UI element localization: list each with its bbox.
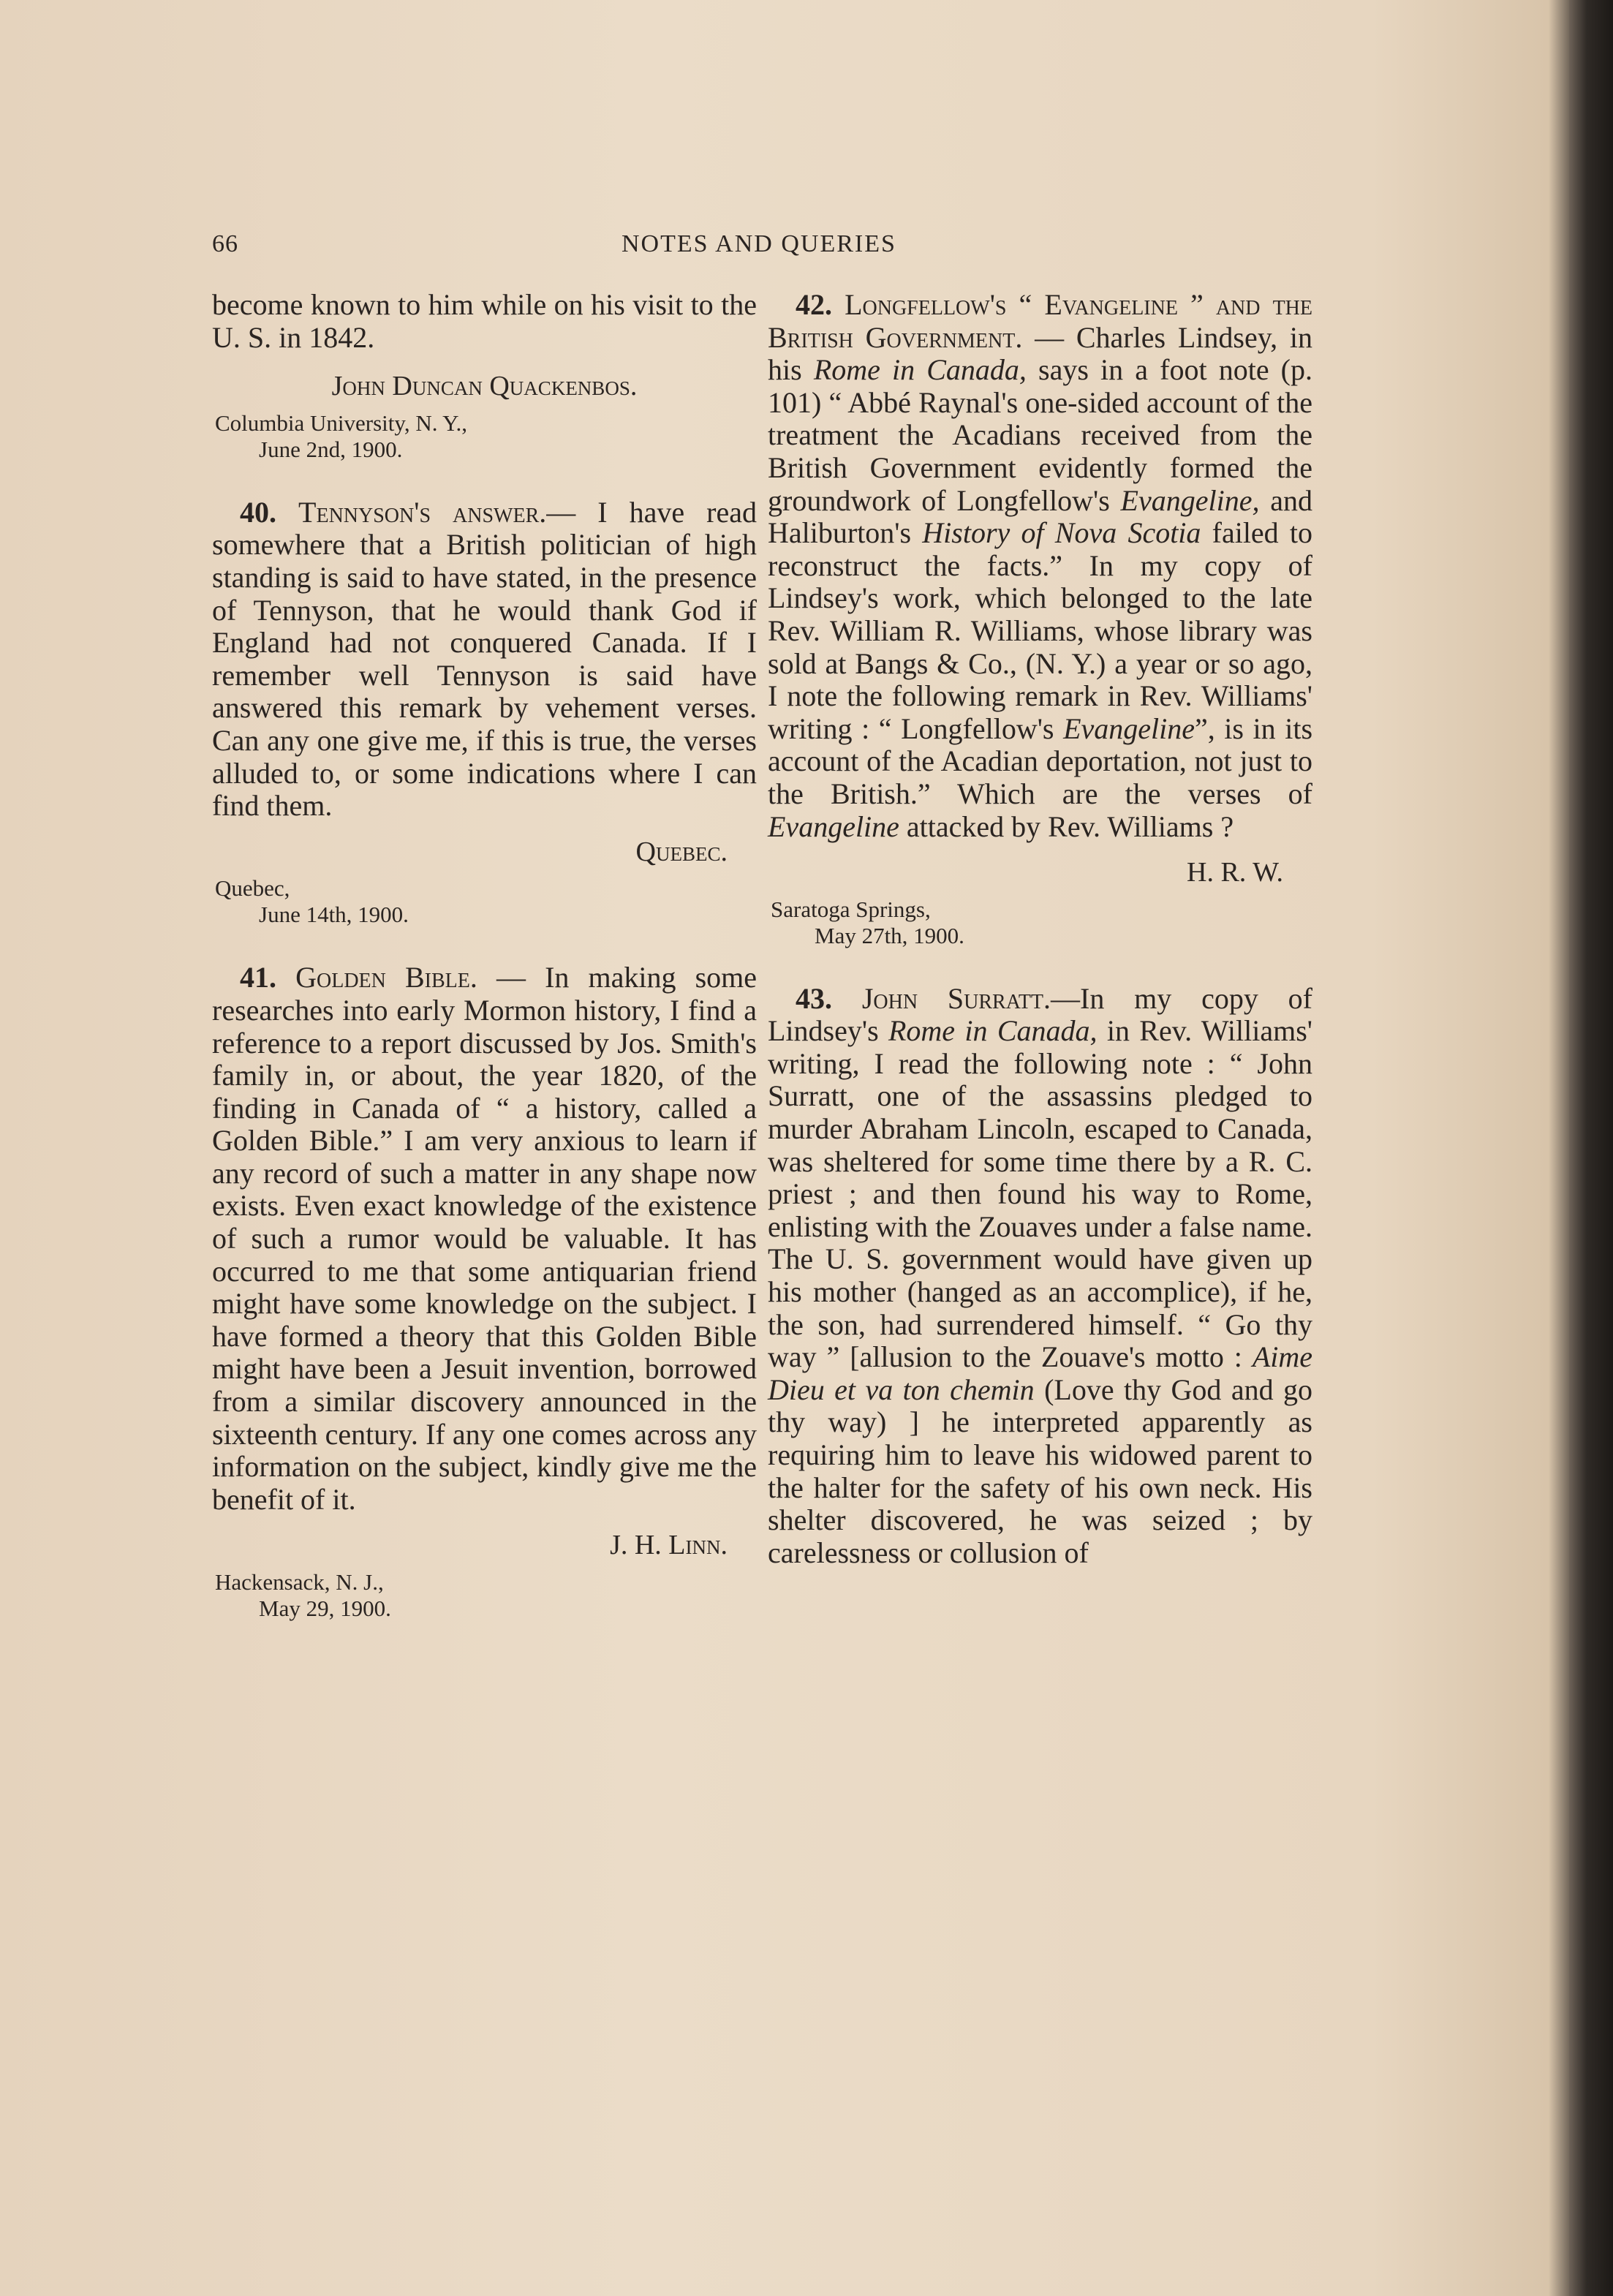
- text-run: — Charles Lindsey, in his: [768, 320, 1312, 387]
- dateline-columbia: [215, 410, 757, 463]
- text-run: —In my copy of Lindsey's: [768, 981, 1313, 1048]
- date: June 14th, 1900.: [259, 902, 409, 928]
- query-heading: Golden Bible.: [295, 961, 477, 994]
- italic-title: Evangeline,: [1120, 483, 1260, 517]
- italic-title: Rome in Canada,: [888, 1014, 1098, 1048]
- page-number: 66: [212, 230, 238, 257]
- signature-quackenbos: John Duncan Quackenbos.: [331, 371, 638, 402]
- dateline-quebec: [215, 875, 757, 928]
- place: Hackensack, N. J.,: [215, 1569, 384, 1595]
- query-42: [768, 289, 1312, 843]
- query-43: [768, 983, 1312, 1570]
- text-run: in Rev. Williams' writing, I read the following note : “ John Surratt, one of the assassins pledged to murder Abraham Lincoln, escaped to Canada, was sheltered for some time there by a R. C. priest ; and then found his way to Rome, enlisting with the Zouaves under a false name. The U. S. government would have given up his mother (hanged as an accomplice), if he, the son, had surrendered himself. “ Go thy way ” [allusion to the Zouave's motto :: [768, 1014, 1313, 1374]
- place: Quebec,: [215, 875, 290, 902]
- text-run: failed to reconstruct the facts.” In my copy of Lindsey's work, which belonged to the late Rev. William R. Williams, whose library was sold at Bangs & Co., (N. Y.) a year or so ago, I note the following remark in Rev. Williams' writing : “ Longfellow's: [768, 516, 1312, 745]
- right-column: [768, 289, 1312, 1569]
- query-41: [212, 962, 757, 1516]
- query-number: 40.: [240, 495, 276, 529]
- italic-title: Evangeline: [768, 809, 899, 843]
- query-number: 43.: [796, 981, 832, 1015]
- query-text: — I have read somewhere that a British politician of high standing is said to have stated, in the presence of Tennyson, that he would thank God if England had not conquered Canada. If I remember well Tennyson is said have answered this remark by vehement verses. Can any one give me, if this is true, the verses alluded to, or some indications where I can find them.: [212, 495, 758, 823]
- query-heading: John Surratt.: [861, 981, 1051, 1015]
- italic-title: Rome in Canada,: [813, 353, 1027, 387]
- italic-title: Evangeline: [1063, 711, 1195, 745]
- query-text: — In making some researches into early Mormon history, I find a reference to a report discussed by Jos. Smith's family in, or about, the year 1820, of the finding in Canada of “ a history, called a Golden Bible.” I am very anxious to learn if any record of such a matter in any shape now exists. Even exact knowledge of the existence of such a rumor would be valuable. It has occurred to me that some antiquarian friend might have some knowledge on the subject. I have formed a theory that this Golden Bible might have been a Jesuit invention, borrowed from a similar discovery announced in the sixteenth century. If any one comes across any information on the subject, kindly give me the benefit of it.: [212, 961, 757, 1516]
- text-run: says in a foot note (p. 101) “ Abbé Raynal's one-sided account of the treatment the Acadians received from the British Government evidently formed the groundwork of Longfellow's: [768, 353, 1313, 517]
- query-number: 42.: [796, 288, 832, 321]
- query-40: [212, 496, 757, 823]
- date: May 27th, 1900.: [815, 922, 964, 948]
- text-run: attacked by Rev. Williams ?: [899, 809, 1234, 843]
- query-number: 41.: [240, 961, 276, 994]
- continuation-paragraph: become known to him while on his visit to the U. S. in 1842.: [212, 288, 757, 354]
- italic-title: Aime Dieu et va ton chemin: [768, 1340, 1312, 1406]
- italic-title: History of Nova Scotia: [922, 516, 1201, 550]
- place: Saratoga Springs,: [771, 896, 931, 922]
- query-heading: Longfellow's “ Evangeline ” and the British Government.: [768, 288, 1312, 354]
- dateline-saratoga: [771, 896, 1312, 949]
- place: Columbia University, N. Y.,: [215, 409, 468, 436]
- text-run: and Haliburton's: [768, 483, 1312, 550]
- signature-hrw: H. R. W.: [1187, 857, 1283, 888]
- running-title: NOTES AND QUERIES: [622, 230, 896, 257]
- signature-linn: J. H. Linn.: [610, 1530, 728, 1561]
- text-run: ”, is in its account of the Acadian deportation, not just to the British.” Which are the verses of: [768, 711, 1313, 810]
- dateline-hackensack: [215, 1569, 757, 1622]
- left-column: [212, 289, 757, 1622]
- signature-quebec: Quebec.: [635, 836, 728, 867]
- text-run: (Love thy God and go thy way) ] he interpreted apparently as requiring him to leave his widowed parent to the halter for the safety of his own neck. His shelter discovered, he was seized ; by carelessness or collusion of: [768, 1372, 1312, 1569]
- query-heading: Tennyson's answer.: [298, 495, 547, 529]
- book-spine-shadow: [1569, 0, 1613, 2296]
- date: June 2nd, 1900.: [259, 436, 403, 462]
- date: May 29, 1900.: [259, 1596, 391, 1621]
